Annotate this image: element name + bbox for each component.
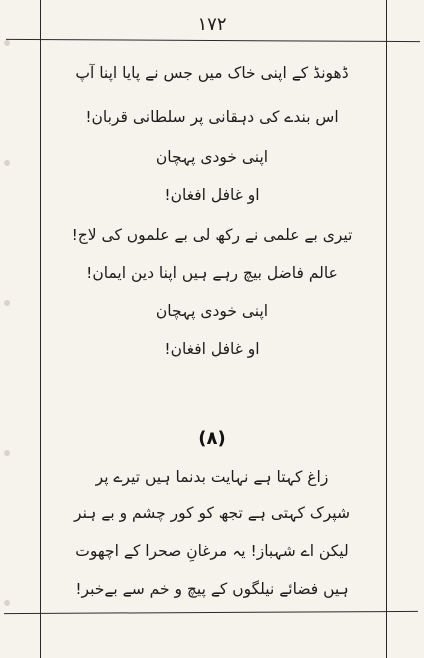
verse-line: ہیں فضائے نیلگوں کے پیچ و خم سے بےخبر!	[75, 580, 349, 598]
binding-hole	[4, 40, 10, 46]
verse-line: او غافل افغان!	[164, 186, 260, 204]
verse-line: تیری بے علمی نے رکھ لی بے علموں کی لاج!	[71, 226, 353, 244]
verse-line: ڈھونڈ کے اپنی خاک میں جس نے پایا اپنا آپ	[75, 64, 349, 82]
verse-line: شپرک کہتی ہے تجھ کو کور چشم و بے ہنر	[74, 504, 350, 522]
frame-bottom-rule	[4, 611, 418, 614]
binding-hole	[4, 160, 10, 166]
frame-right-rule	[386, 0, 387, 658]
verse-line: او غافل افغان!	[164, 340, 260, 358]
frame-top-rule	[6, 39, 420, 42]
verse-line: زاغ کہتا ہے نہایت بدنما ہیں تیرے پر	[95, 468, 329, 486]
binding-hole	[4, 450, 10, 456]
page-number: ۱۷۲	[197, 14, 227, 35]
verse-line: لیکن اے شہباز! یہ مرغانِ صحرا کے اچھوت	[75, 542, 349, 560]
verse-line: اس بندے کی دہقانی پر سلطانی قربان!	[85, 108, 339, 126]
verse-line: عالم فاضل بیچ رہے ہیں اپنا دین ایمان!	[86, 264, 338, 282]
verse-line: اپنی خودی پہچان	[155, 148, 269, 166]
binding-edge	[2, 0, 12, 658]
frame-left-rule	[40, 0, 41, 658]
binding-hole	[4, 600, 10, 606]
binding-hole	[4, 300, 10, 306]
section-heading: (۸)	[198, 428, 226, 449]
verse-line: اپنی خودی پہچان	[155, 302, 269, 320]
